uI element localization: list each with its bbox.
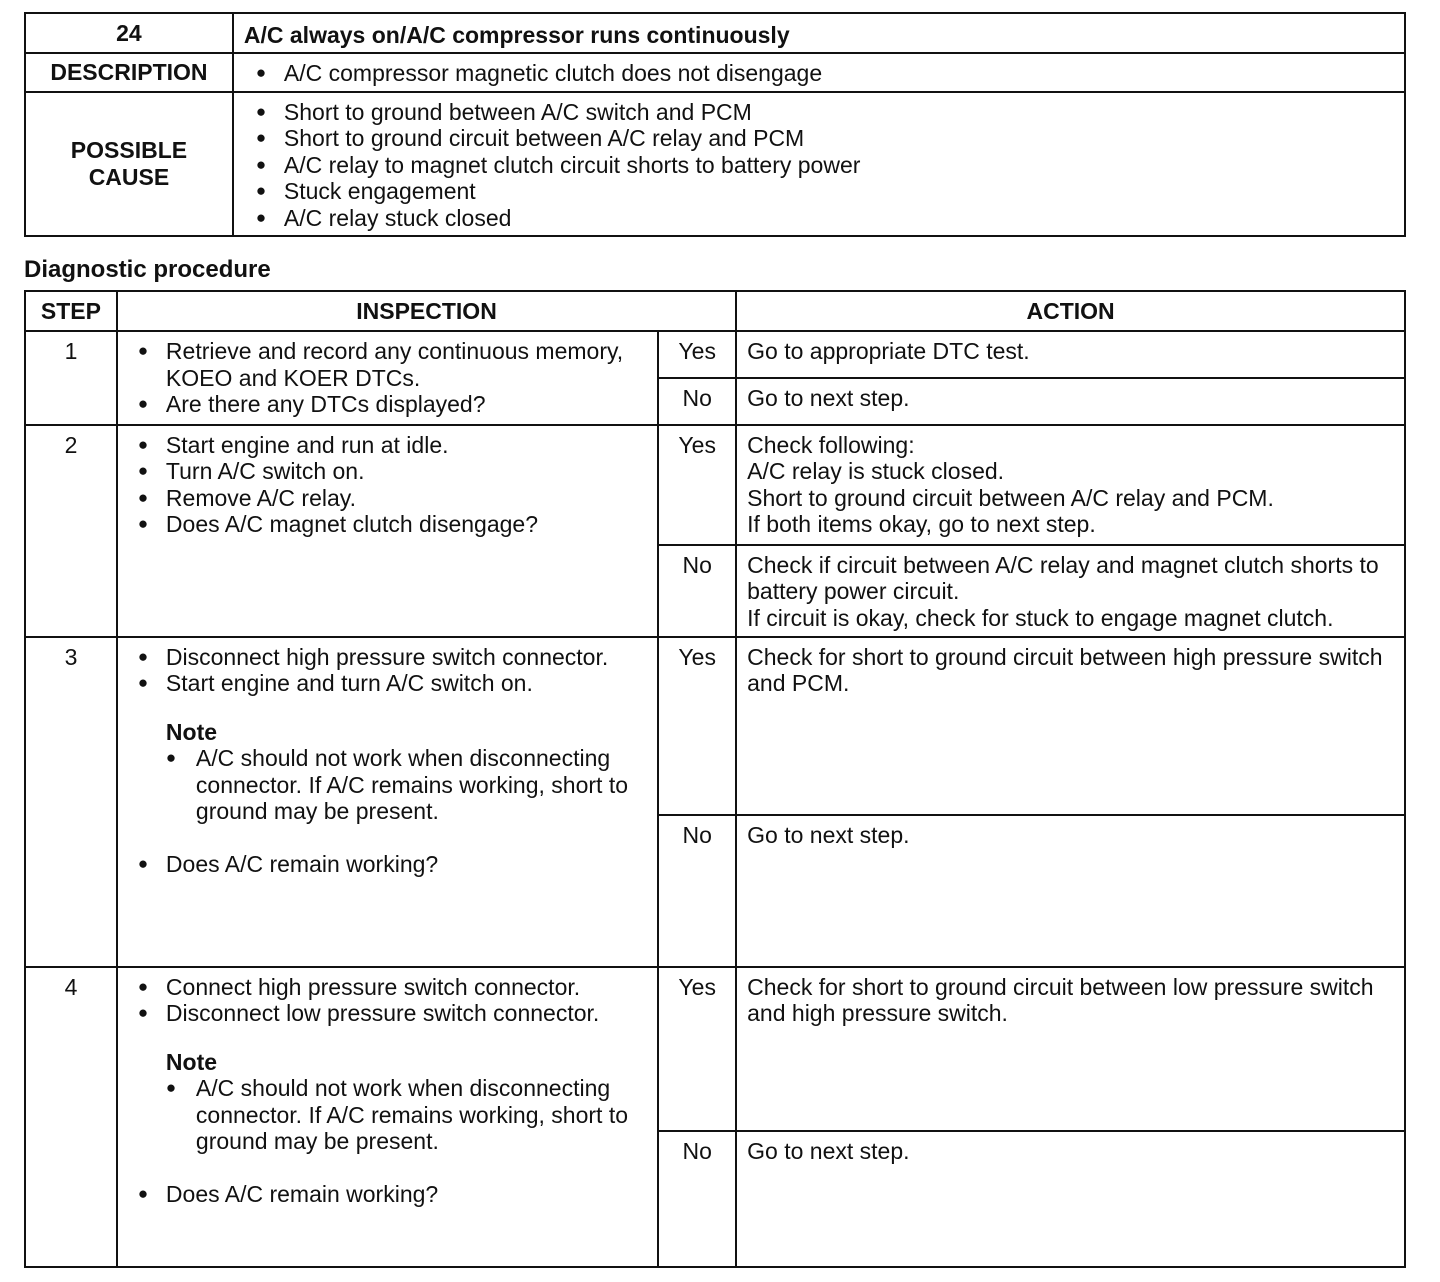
no-label: No [658, 545, 736, 637]
note-item: ● A/C should not work when disconnecting connector. If A/C remains working, short to ground may be present. [166, 745, 647, 825]
cause-item: ● Short to ground between A/C switch and PCM [256, 99, 1394, 126]
no-action [736, 1131, 1405, 1267]
description-label: DESCRIPTION [25, 53, 233, 92]
fault-title: A/C always on/A/C compressor runs continuously [233, 13, 1405, 53]
note-block [138, 1049, 647, 1155]
action-column-header: ACTION [736, 291, 1405, 331]
inspection-item: ● Start engine and run at idle. [138, 432, 647, 459]
cause-item: ● A/C relay to magnet clutch circuit shorts to battery power [256, 152, 1394, 179]
action-line: Check for short to ground circuit between low pressure switch and high pressure switch. [747, 973, 1374, 1026]
description-cell [233, 53, 1405, 92]
possible-cause-label [25, 92, 233, 237]
no-action [736, 545, 1405, 637]
inspection-column-header: INSPECTION [117, 291, 736, 331]
action-line: If circuit is okay, check for stuck to engage magnet clutch. [747, 604, 1334, 631]
section-title: Diagnostic procedure [24, 256, 271, 283]
yes-action [736, 637, 1405, 815]
yes-label: Yes [658, 425, 736, 545]
inspection-cell [117, 967, 658, 1267]
step-row-4-yes [25, 967, 1405, 1131]
diagnostic-procedure-table [24, 290, 1406, 1268]
description-row [25, 53, 1405, 92]
no-label: No [658, 378, 736, 425]
cause-item: ● Short to ground circuit between A/C relay and PCM [256, 125, 1394, 152]
inspection-item: ● Remove A/C relay. [138, 485, 647, 512]
inspection-cell [117, 331, 658, 425]
cause-item: ● Stuck engagement [256, 178, 1394, 205]
step-number: 1 [25, 331, 117, 425]
inspection-item: ● Are there any DTCs displayed? [138, 391, 647, 418]
fault-summary-table [24, 12, 1406, 237]
yes-label: Yes [658, 637, 736, 815]
step-row-3-yes [25, 637, 1405, 815]
procedure-header-row [25, 291, 1405, 331]
inspection-item: ● Turn A/C switch on. [138, 458, 647, 485]
action-line: Go to appropriate DTC test. [747, 338, 1030, 364]
action-line: Check for short to ground circuit between high pressure switch and PCM. [747, 643, 1383, 696]
no-label: No [658, 815, 736, 967]
note-block [138, 719, 647, 825]
inspection-item: ● Start engine and turn A/C switch on. [138, 670, 647, 697]
yes-label: Yes [658, 331, 736, 378]
step-number: 4 [25, 967, 117, 1267]
inspection-cell [117, 425, 658, 637]
action-line: Go to next step. [747, 821, 910, 848]
step-number: 3 [25, 637, 117, 967]
inspection-item: ● Disconnect high pressure switch connector. [138, 644, 647, 671]
action-line: Go to next step. [747, 1137, 910, 1164]
possible-cause-list-cell [233, 92, 1405, 237]
yes-action [736, 425, 1405, 545]
inspection-question: ● Does A/C remain working? [138, 1181, 647, 1208]
yes-label: Yes [658, 967, 736, 1131]
possible-cause-label-line2: CAUSE [88, 163, 170, 190]
description-item: ● A/C compressor magnetic clutch does not disengage [256, 60, 1394, 87]
step-number: 2 [25, 425, 117, 637]
yes-action [736, 967, 1405, 1131]
no-action [736, 815, 1405, 967]
note-item: ● A/C should not work when disconnecting connector. If A/C remains working, short to ground may be present. [166, 1075, 647, 1155]
action-line: If both items okay, go to next step. [747, 511, 1096, 537]
inspection-item: ● Does A/C magnet clutch disengage? [138, 511, 647, 538]
possible-cause-label-line1: POSSIBLE [70, 136, 188, 163]
step-row-2-yes [25, 425, 1405, 545]
action-line: Check following: [747, 431, 915, 458]
action-line: A/C relay is stuck closed. [747, 458, 1005, 484]
step-column-header: STEP [25, 291, 117, 331]
possible-cause-list [256, 99, 1394, 232]
possible-cause-row [25, 92, 1405, 237]
no-action [736, 378, 1405, 425]
action-line: Check if circuit between A/C relay and magnet clutch shorts to battery power circuit. [747, 551, 1379, 604]
inspection-cell [117, 637, 658, 967]
no-label: No [658, 1131, 736, 1267]
inspection-item: ● Connect high pressure switch connector. [138, 974, 647, 1001]
cause-item: ● A/C relay stuck closed [256, 205, 1394, 232]
action-line: Go to next step. [747, 384, 910, 411]
action-line: Short to ground circuit between A/C relay and PCM. [747, 484, 1274, 511]
inspection-question: ● Does A/C remain working? [138, 851, 647, 878]
note-title: Note [165, 718, 218, 745]
step-row-1-yes [25, 331, 1405, 378]
note-title: Note [165, 1048, 218, 1075]
fault-code: 24 [25, 13, 233, 53]
inspection-item: ● Retrieve and record any continuous memory, KOEO and KOER DTCs. [138, 338, 647, 391]
fault-header-row [25, 13, 1405, 53]
yes-action [736, 331, 1405, 378]
inspection-item: ● Disconnect low pressure switch connector. [138, 1000, 647, 1027]
